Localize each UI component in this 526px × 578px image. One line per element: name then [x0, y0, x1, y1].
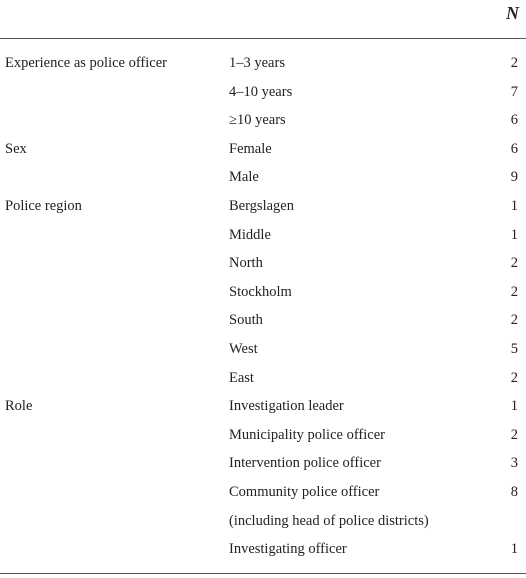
row-category: Experience as police officer — [5, 55, 167, 71]
row-count: 6 — [510, 112, 518, 129]
table-row — [0, 106, 526, 135]
row-category: Police region — [5, 197, 82, 214]
row-count: 1 — [510, 541, 518, 558]
row-count: 2 — [510, 283, 518, 300]
table-row — [0, 364, 526, 393]
row-category: Sex — [5, 140, 27, 157]
row-label: Stockholm — [229, 283, 292, 300]
row-label: 4–10 years — [229, 83, 293, 100]
row-label: East — [229, 369, 254, 386]
table-row — [0, 49, 526, 78]
row-label: Community police officer — [229, 483, 380, 500]
table-row — [0, 192, 526, 221]
row-count: 1 — [510, 197, 518, 214]
row-count: 2 — [510, 369, 518, 386]
row-label: West — [229, 340, 258, 357]
row-count: 3 — [510, 455, 518, 472]
table-row — [0, 78, 526, 107]
row-category: Role — [5, 398, 33, 415]
row-label: Bergslagen — [229, 197, 294, 214]
row-label: Municipality police officer — [229, 426, 385, 443]
row-label: (including head of police districts) — [229, 512, 429, 529]
row-count: 2 — [510, 426, 518, 443]
table-row — [0, 507, 526, 536]
table-row — [0, 221, 526, 250]
row-count: 5 — [510, 340, 518, 357]
row-count: 2 — [510, 255, 518, 272]
table-header — [0, 0, 526, 38]
table-row — [0, 392, 526, 421]
row-count: 7 — [510, 83, 518, 100]
bottom-rule — [0, 573, 526, 574]
row-count: 9 — [510, 169, 518, 186]
row-count: 8 — [510, 483, 518, 500]
row-label: 1–3 years — [229, 55, 285, 71]
row-count: 2 — [510, 312, 518, 329]
row-count: 2 — [510, 55, 518, 71]
table-row — [0, 278, 526, 307]
row-label: Intervention police officer — [229, 455, 381, 472]
table-row — [0, 249, 526, 278]
table-row — [0, 535, 526, 564]
table-row — [0, 163, 526, 192]
row-label: Male — [229, 169, 259, 186]
table-row — [0, 306, 526, 335]
header-rule — [0, 38, 526, 39]
n-column-header: N — [506, 3, 519, 23]
row-count: 6 — [510, 140, 518, 157]
row-label: North — [229, 255, 263, 272]
row-label: Investigating officer — [229, 541, 347, 558]
row-label: Investigation leader — [229, 398, 344, 415]
table-row — [0, 421, 526, 450]
row-label: Middle — [229, 226, 271, 243]
table-row — [0, 135, 526, 164]
row-label: Female — [229, 140, 272, 157]
row-count: 1 — [510, 398, 518, 415]
row-label: South — [229, 312, 263, 329]
table-row — [0, 478, 526, 507]
table-body — [0, 49, 526, 564]
table-row — [0, 335, 526, 364]
row-count: 1 — [510, 226, 518, 243]
table-row — [0, 449, 526, 478]
row-label: ≥10 years — [229, 112, 286, 129]
